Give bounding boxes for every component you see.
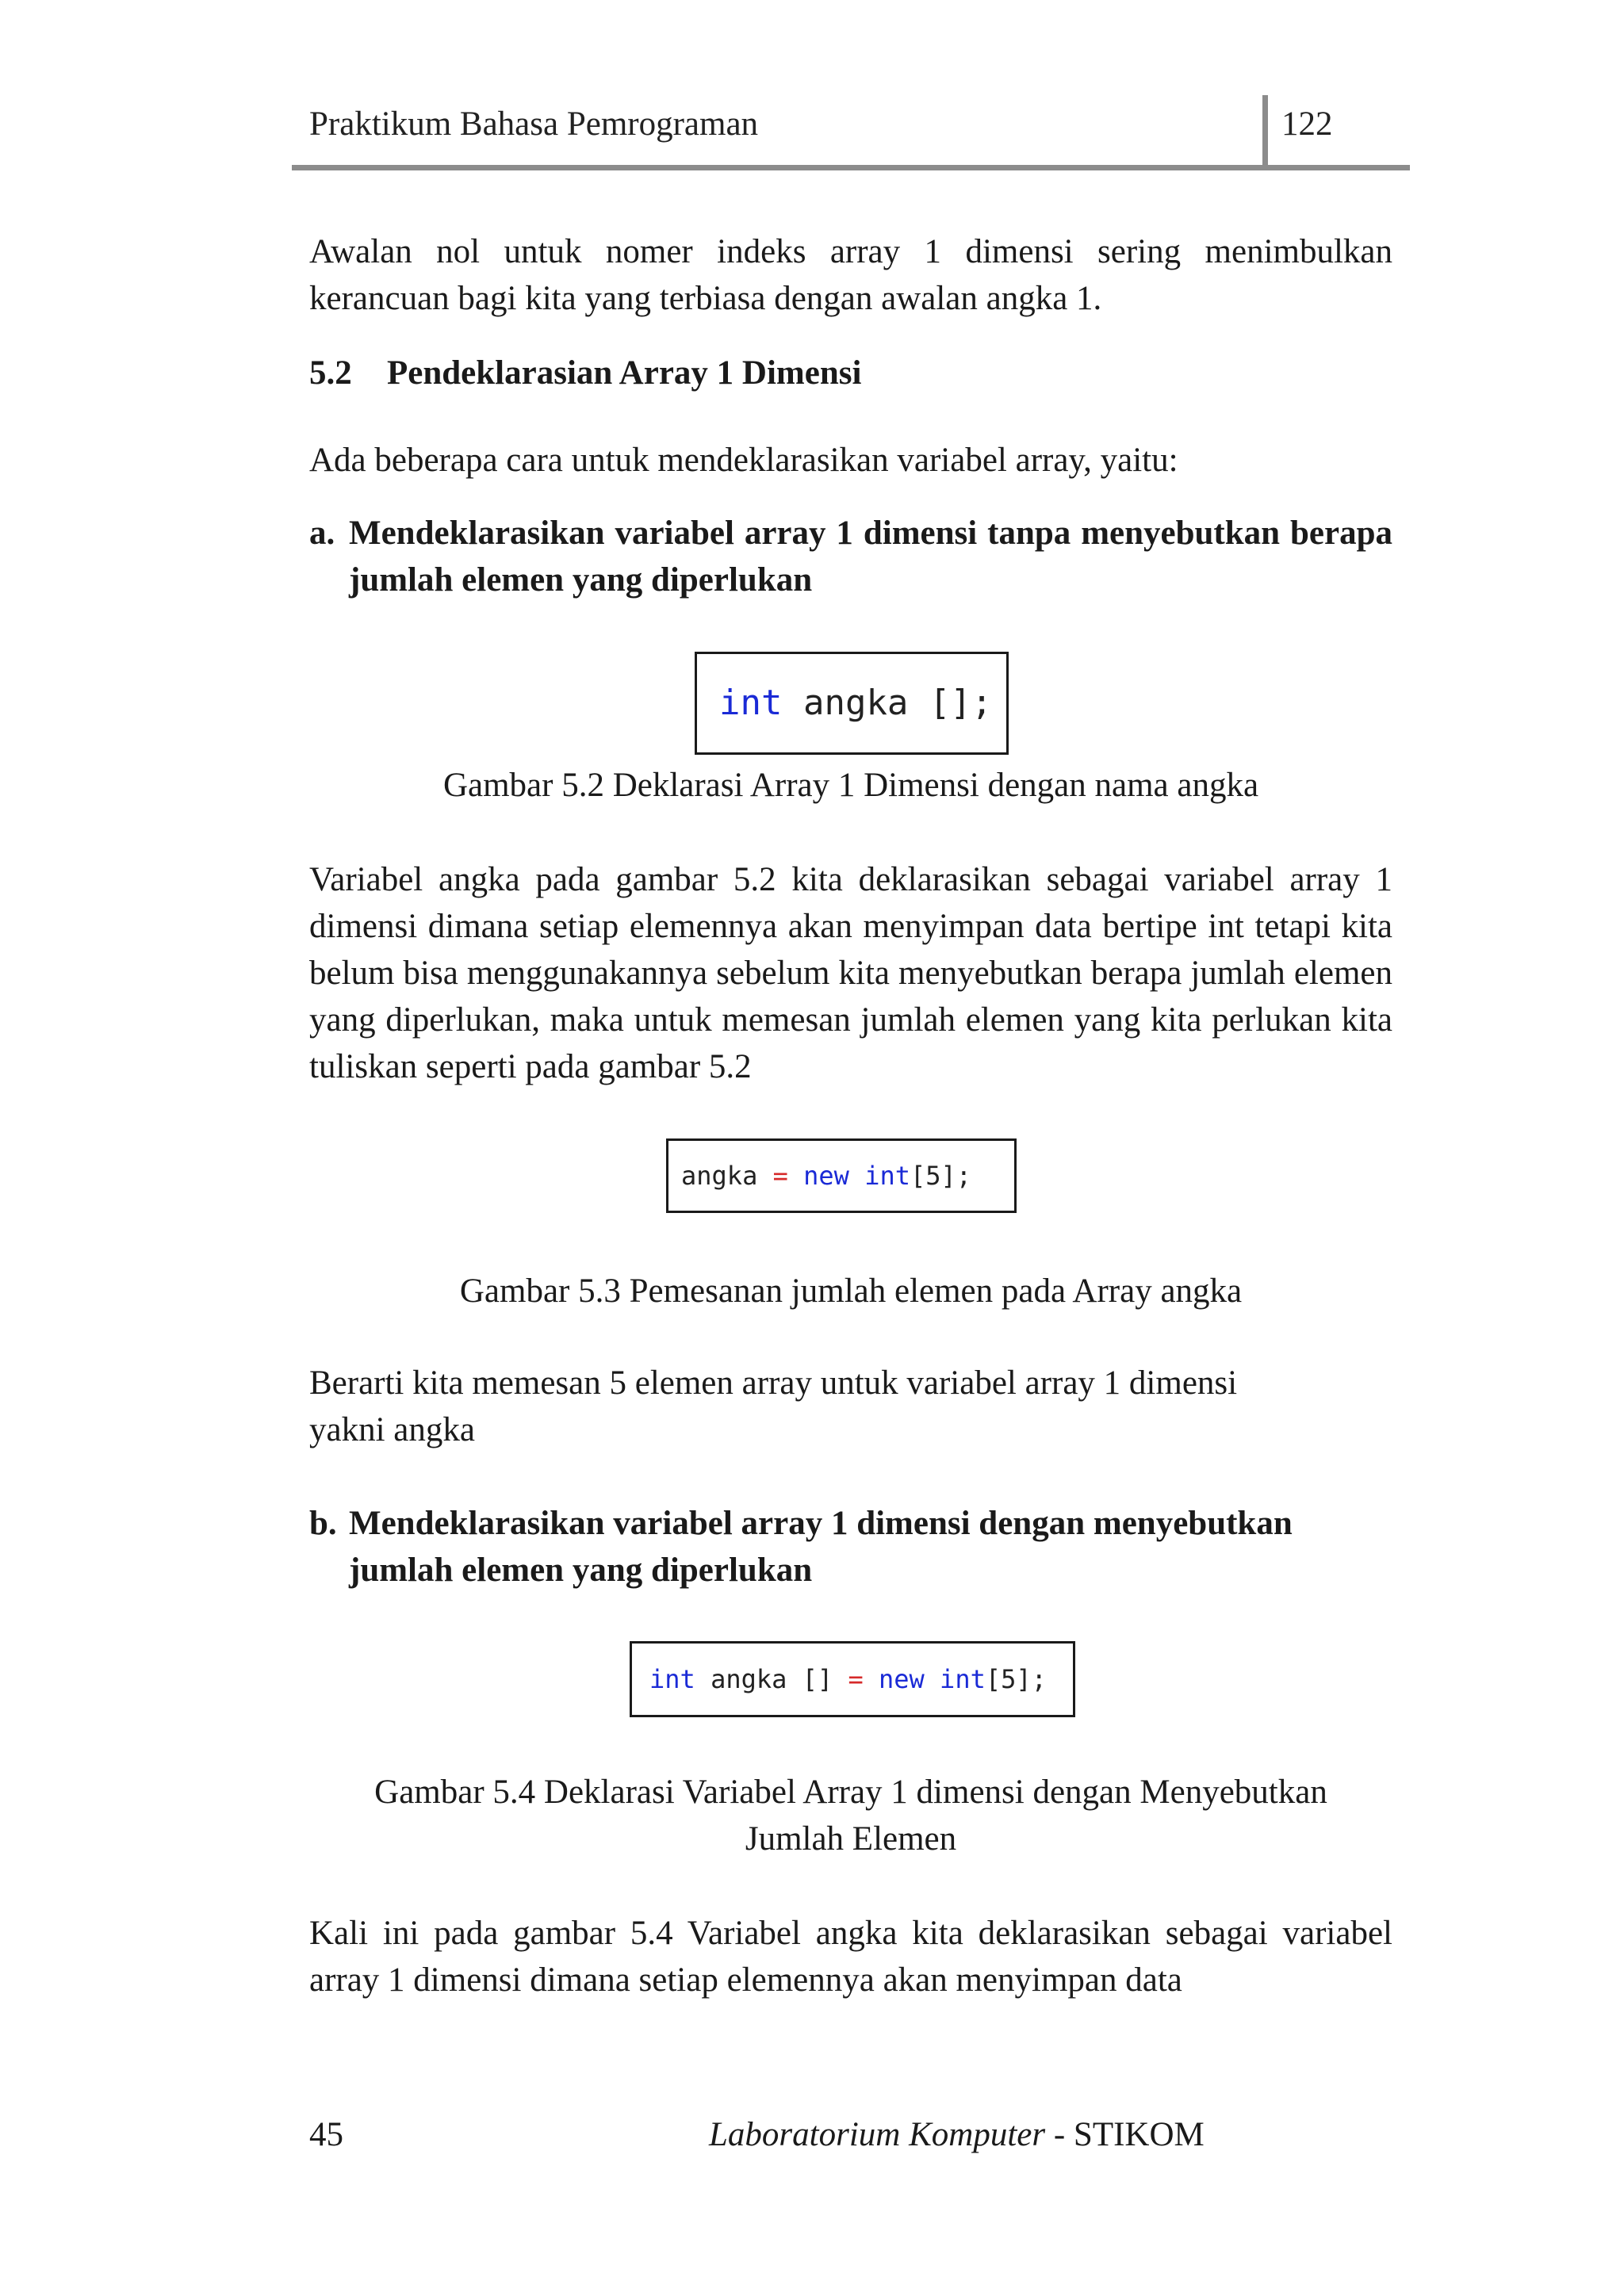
footer-lab-name — [709, 2115, 1205, 2154]
list-item-a — [309, 510, 1392, 603]
section-intro-paragraph: Ada beberapa cara untuk mendeklarasikan variabel array, yaitu: — [309, 442, 1178, 479]
code-keyword-int: int — [719, 683, 783, 723]
list-marker-b: b. — [309, 1505, 337, 1542]
code-space — [925, 1664, 940, 1694]
code-assign-operator: = — [848, 1664, 864, 1694]
list-item-a-text: Mendeklarasikan variabel array 1 dimensi tanpa menyebutkan berapa jumlah elemen yang diperlukan — [349, 515, 1392, 599]
footer-page-number: 45 — [309, 2116, 343, 2153]
list-item-b-text — [349, 1500, 1392, 1594]
code-keyword-int: int — [649, 1664, 695, 1694]
code-declaration-rest: angka []; — [782, 683, 993, 723]
section-number: 5.2 — [309, 354, 352, 392]
paragraph-explanation: Variabel angka pada gambar 5.2 kita deklarasikan sebagai variabel array 1 dimensi dimana setiap elemennya akan menyimpan data bertipe int tetapi kita belum bisa menggunakannya sebelum kita menyebutkan berapa jumlah elemen yang diperlukan, maka untuk memesan jumlah elemen yang kita perlukan kita tuliskan seperti pada gambar 5.2 — [309, 861, 1392, 1085]
section-heading — [309, 350, 861, 396]
code-keyword-new: new — [787, 1161, 849, 1191]
figure-caption-5-3: Gambar 5.3 Pemesanan jumlah elemen pada Array angka — [459, 1272, 1243, 1310]
code-size-rest: [5]; — [910, 1161, 972, 1191]
intro-paragraph: Awalan nol untuk nomer indeks array 1 dimensi sering menimbulkan kerancuan bagi kita yang terbiasa dengan awalan angka 1. — [309, 233, 1392, 317]
paragraph-meaning-line-2: yakni angka — [309, 1411, 475, 1448]
figure-caption-5-4-line-2: Jumlah Elemen — [745, 1820, 957, 1858]
code-declaration-mid: angka [] — [695, 1664, 848, 1694]
code-figure-5-2 — [695, 652, 1009, 755]
footer-lab-italic: Laboratorium Komputer — [709, 2116, 1046, 2153]
section-title: Pendeklarasian Array 1 Dimensi — [387, 354, 862, 392]
paragraph-closing: Kali ini pada gambar 5.4 Variabel angka kita deklarasikan sebagai variabel array 1 dimensi dimana setiap elemennya akan menyimpan data — [309, 1915, 1392, 1999]
code-figure-5-4 — [630, 1641, 1075, 1717]
header-title: Praktikum Bahasa Pemrograman — [309, 105, 759, 143]
paragraph-meaning-line-1: Berarti kita memesan 5 elemen array untuk variabel array 1 dimensi — [309, 1364, 1238, 1402]
page-header — [292, 95, 1410, 170]
list-item-b-line-1: Mendeklarasikan variabel array 1 dimensi dengan menyebutkan — [349, 1505, 1293, 1542]
code-keyword-new: new — [863, 1664, 925, 1694]
code-space — [849, 1161, 864, 1191]
header-page-number: 122 — [1281, 105, 1333, 143]
code-figure-5-3 — [666, 1138, 1017, 1213]
code-assign-operator: = — [772, 1161, 788, 1191]
code-identifier: angka — [681, 1161, 773, 1191]
header-rule — [292, 165, 1410, 170]
footer-lab-rest: - STIKOM — [1045, 2116, 1205, 2153]
code-size-rest: [5]; — [985, 1664, 1047, 1694]
code-keyword-int: int — [940, 1664, 986, 1694]
code-keyword-int: int — [864, 1161, 910, 1191]
paragraph-meaning — [309, 1360, 1392, 1453]
list-marker-a: a. — [309, 515, 335, 552]
figure-caption-5-4 — [309, 1769, 1392, 1862]
list-item-b-line-2: jumlah elemen yang diperlukan — [349, 1552, 813, 1589]
list-item-b — [309, 1500, 1392, 1594]
header-divider-vertical — [1262, 95, 1268, 168]
figure-caption-5-2: Gambar 5.2 Deklarasi Array 1 Dimensi dengan nama angka — [442, 767, 1259, 804]
figure-caption-5-4-line-1: Gambar 5.4 Deklarasi Variabel Array 1 dimensi dengan Menyebutkan — [374, 1774, 1327, 1811]
